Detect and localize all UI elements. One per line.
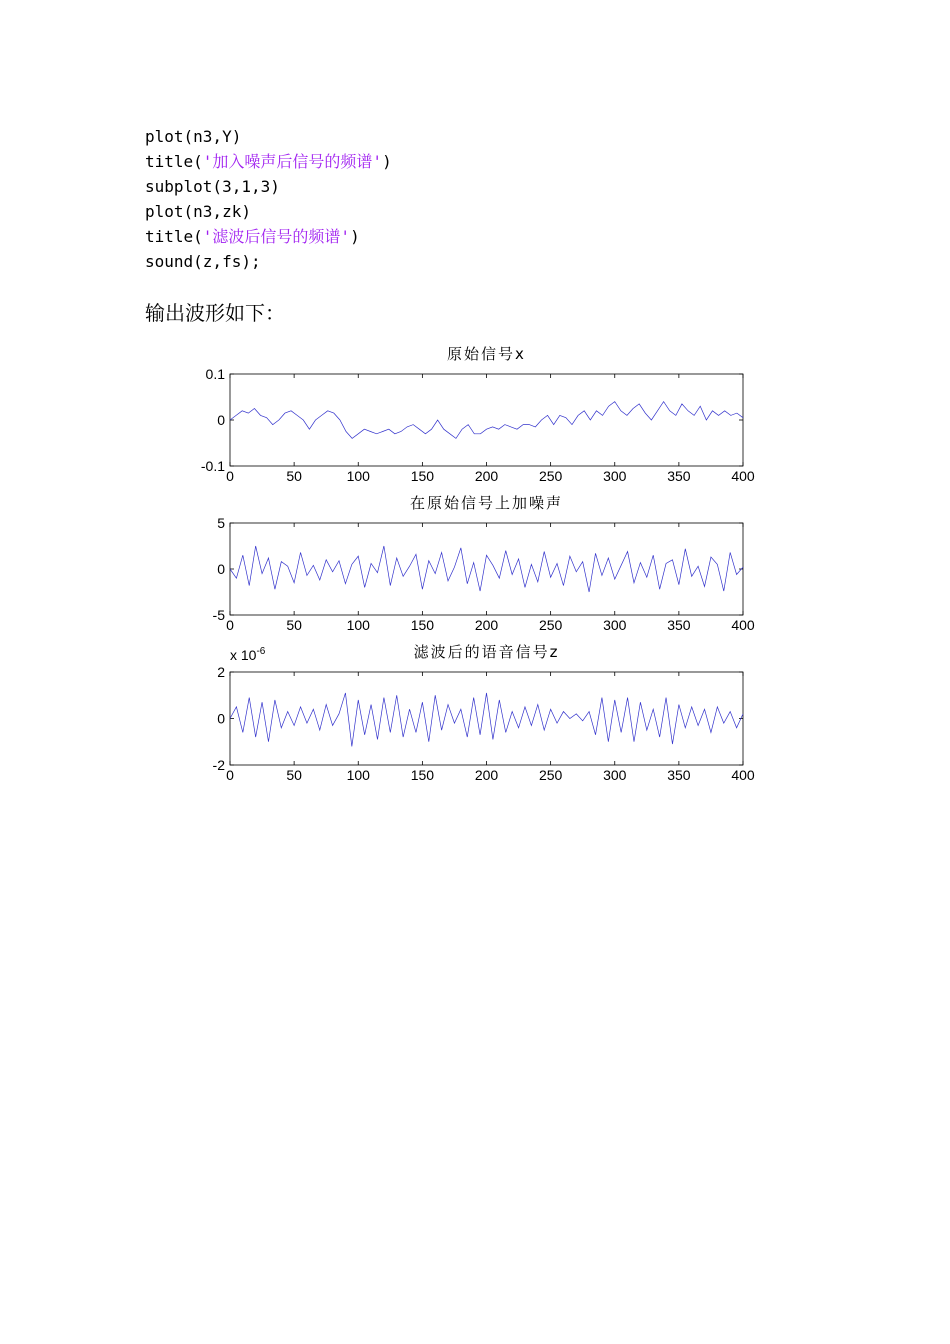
series-line (230, 693, 743, 746)
code-text: ) (382, 152, 392, 171)
x-tick-label: 250 (538, 617, 563, 633)
y-tick-label: -5 (212, 607, 225, 623)
x-tick-label: 400 (731, 617, 755, 633)
plot-title: 在原始信号上加噪声 (409, 494, 564, 512)
y-tick-label: 2 (217, 664, 225, 680)
x-tick-label: 250 (538, 468, 563, 484)
x-tick-label: 0 (226, 468, 234, 484)
y-exponent-label (230, 646, 266, 663)
x-tick-label: 150 (410, 767, 435, 783)
code-text: title( (145, 227, 203, 246)
plot-title: 滤波后的语音信号z (413, 643, 560, 661)
x-tick-label: 200 (474, 617, 499, 633)
x-tick-label: 300 (603, 468, 627, 484)
plot-title: 原始信号x (447, 345, 526, 363)
code-line (145, 199, 392, 224)
x-tick-label: 0 (226, 767, 234, 783)
code-line (145, 224, 392, 249)
x-tick-label: 400 (731, 468, 755, 484)
code-string: '加入噪声后信号的频谱' (202, 152, 383, 171)
code-string: '滤波后信号的频谱' (202, 227, 351, 246)
figure-canvas (190, 338, 770, 788)
code-line (145, 174, 392, 199)
exponent-power: -6 (256, 646, 266, 657)
axes-box (230, 523, 743, 615)
x-tick-label: 400 (731, 767, 755, 783)
x-tick-label: 350 (667, 617, 691, 633)
x-tick-label: 200 (474, 767, 499, 783)
x-tick-label: 150 (410, 617, 435, 633)
code-text: subplot(3,1,3) (145, 177, 280, 196)
x-tick-label: 100 (346, 468, 370, 484)
x-tick-label: 250 (538, 767, 563, 783)
y-tick-label: 0 (217, 561, 225, 577)
code-text: plot(n3,Y) (145, 127, 242, 146)
x-tick-label: 350 (667, 468, 691, 484)
exponent-base: x 10 (230, 647, 257, 663)
y-tick-label: 5 (217, 515, 225, 531)
x-tick-label: 50 (286, 468, 302, 484)
axes-box (230, 374, 743, 466)
output-heading: 输出波形如下： (145, 301, 285, 325)
y-tick-label: -2 (212, 757, 225, 773)
axes-box (230, 672, 743, 765)
x-tick-label: 200 (474, 468, 499, 484)
code-text: sound(z,fs); (145, 252, 261, 271)
x-tick-label: 50 (286, 617, 302, 633)
series-line (230, 546, 743, 592)
x-tick-label: 300 (603, 617, 627, 633)
code-block (145, 124, 392, 274)
y-tick-label: 0 (217, 710, 225, 727)
y-tick-label: 0.1 (205, 366, 225, 382)
code-text: plot(n3,zk) (145, 202, 251, 221)
x-tick-label: 150 (410, 468, 435, 484)
x-tick-label: 100 (346, 767, 370, 783)
code-line (145, 149, 392, 174)
series-line (230, 402, 743, 439)
code-line (145, 124, 392, 149)
x-tick-label: 50 (286, 767, 302, 783)
x-tick-label: 0 (226, 617, 234, 633)
code-text: ) (350, 227, 360, 246)
y-tick-label: 0 (217, 412, 225, 428)
code-line (145, 249, 392, 274)
x-tick-label: 100 (346, 617, 370, 633)
y-tick-label: -0.1 (200, 458, 225, 474)
x-tick-label: 350 (667, 767, 691, 783)
matlab-figure (190, 338, 770, 788)
code-text: title( (145, 152, 203, 171)
x-tick-label: 300 (603, 767, 627, 783)
